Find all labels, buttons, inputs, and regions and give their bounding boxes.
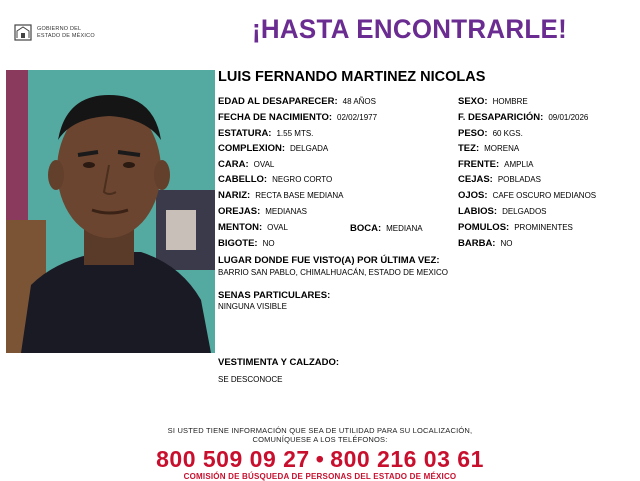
field-value: NO bbox=[262, 239, 275, 248]
phone-number-1: 800 509 09 27 bbox=[156, 446, 310, 472]
field-edad bbox=[218, 96, 376, 107]
person-photo bbox=[6, 70, 215, 353]
field-label: SEXO: bbox=[458, 96, 488, 107]
field-label: TEZ: bbox=[458, 143, 480, 154]
field-cabello bbox=[218, 174, 332, 185]
field-label: MENTON: bbox=[218, 222, 263, 233]
government-name bbox=[37, 26, 95, 40]
last-seen-label: LUGAR DONDE FUE VISTO(A) POR ÚLTIMA VEZ: bbox=[218, 255, 440, 266]
field-value: DELGADA bbox=[290, 144, 329, 153]
field-fecha-nacimiento bbox=[218, 112, 377, 123]
field-barba bbox=[458, 238, 512, 249]
last-seen-value: BARRIO SAN PABLO, CHIMALHUACÁN, ESTADO DE MEXICO bbox=[218, 268, 448, 277]
field-tez bbox=[458, 143, 519, 154]
field-value: 48 AÑOS bbox=[342, 97, 376, 106]
field-value: NEGRO CORTO bbox=[272, 175, 333, 184]
field-label: EDAD AL DESAPARECER: bbox=[218, 96, 338, 107]
field-value: PROMINENTES bbox=[514, 223, 573, 232]
commission-name: COMISIÓN DE BÚSQUEDA DE PERSONAS DEL ESTADO DE MÉXICO bbox=[183, 472, 457, 481]
field-value: MEDIANAS bbox=[265, 207, 308, 216]
field-frente bbox=[458, 159, 534, 170]
field-label: FRENTE: bbox=[458, 159, 500, 170]
field-cara bbox=[218, 159, 274, 170]
field-value: AMPLIA bbox=[504, 160, 534, 169]
government-logo bbox=[13, 22, 133, 46]
field-fecha-desaparicion bbox=[458, 112, 588, 123]
field-label: ESTATURA: bbox=[218, 128, 272, 139]
portrait-illustration bbox=[6, 70, 215, 353]
field-value: OVAL bbox=[253, 160, 275, 169]
contact-info-line2: COMUNÍQUESE A LOS TELÉFONOS: bbox=[252, 435, 388, 444]
field-value: 09/01/2026 bbox=[548, 113, 589, 122]
state-emblem-icon bbox=[13, 22, 33, 42]
contact-info-line1: SI USTED TIENE INFORMACIÓN QUE SEA DE UTILIDAD PARA SU LOCALIZACIÓN, bbox=[167, 426, 473, 435]
field-label: COMPLEXION: bbox=[218, 143, 286, 154]
field-label: OJOS: bbox=[458, 190, 488, 201]
field-value: HOMBRE bbox=[492, 97, 528, 106]
field-label: F. DESAPARICIÓN: bbox=[458, 112, 544, 123]
field-value: NO bbox=[500, 239, 513, 248]
field-orejas bbox=[218, 206, 307, 217]
field-menton bbox=[218, 222, 288, 233]
field-pomulos bbox=[458, 222, 573, 233]
marks-value: NINGUNA VISIBLE bbox=[218, 302, 287, 311]
field-value: 60 KGS. bbox=[492, 129, 523, 138]
field-label: BARBA: bbox=[458, 238, 496, 249]
field-value: RECTA BASE MEDIANA bbox=[255, 191, 344, 200]
field-value: DELGADOS bbox=[502, 207, 547, 216]
field-label: CARA: bbox=[218, 159, 249, 170]
field-labios bbox=[458, 206, 547, 217]
field-label: NARIZ: bbox=[218, 190, 251, 201]
field-complexion bbox=[218, 143, 328, 154]
field-value: OVAL bbox=[267, 223, 288, 232]
field-label: CEJAS: bbox=[458, 174, 493, 185]
field-label: FECHA DE NACIMIENTO: bbox=[218, 112, 332, 123]
field-estatura bbox=[218, 128, 313, 139]
field-label: CABELLO: bbox=[218, 174, 268, 185]
field-nariz bbox=[218, 190, 344, 201]
field-label: BOCA: bbox=[350, 223, 382, 234]
phone-numbers bbox=[0, 446, 640, 473]
field-boca bbox=[350, 223, 423, 234]
field-label: POMULOS: bbox=[458, 222, 510, 233]
field-value: CAFE OSCURO MEDIANOS bbox=[492, 191, 597, 200]
gov-line1: GOBIERNO DEL bbox=[37, 26, 82, 32]
field-value: MEDIANA bbox=[386, 224, 423, 233]
field-value: 1.55 MTS. bbox=[276, 129, 314, 138]
field-cejas bbox=[458, 174, 541, 185]
field-label: OREJAS: bbox=[218, 206, 261, 217]
field-bigote bbox=[218, 238, 275, 249]
field-value: 02/02/1977 bbox=[337, 113, 378, 122]
clothing-value: SE DESCONOCE bbox=[218, 375, 283, 384]
field-peso bbox=[458, 128, 523, 139]
field-label: BIGOTE: bbox=[218, 238, 258, 249]
field-label: PESO: bbox=[458, 128, 488, 139]
headline: ¡HASTA ENCONTRARLE! bbox=[252, 14, 568, 44]
phone-separator: • bbox=[315, 446, 325, 472]
gov-line2: ESTADO DE MÉXICO bbox=[37, 33, 95, 39]
field-value: POBLADAS bbox=[497, 175, 541, 184]
person-name: LUIS FERNANDO MARTINEZ NICOLAS bbox=[218, 69, 486, 85]
field-sexo bbox=[458, 96, 528, 107]
field-ojos bbox=[458, 190, 596, 201]
phone-number-2: 800 216 03 61 bbox=[330, 446, 484, 472]
marks-label: SENAS PARTICULARES: bbox=[218, 290, 331, 301]
clothing-label: VESTIMENTA Y CALZADO: bbox=[218, 357, 340, 368]
field-label: LABIOS: bbox=[458, 206, 498, 217]
field-value: MORENA bbox=[484, 144, 520, 153]
